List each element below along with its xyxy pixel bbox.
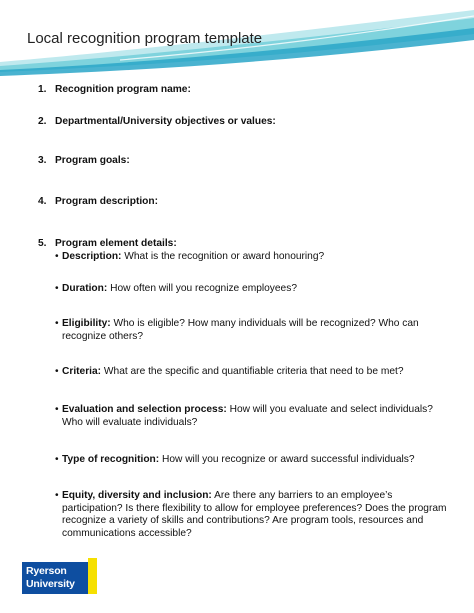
detail-eligibility <box>55 318 452 343</box>
detail-criteria <box>55 366 452 379</box>
item-number: 1. <box>38 84 47 95</box>
item-label: Program description: <box>55 196 159 207</box>
item-element-details <box>38 238 177 249</box>
detail-description <box>55 251 452 264</box>
bullet-marker: • <box>55 366 59 377</box>
item-label: Departmental/University objectives or values: <box>55 116 276 127</box>
item-label: Recognition program name: <box>55 84 191 95</box>
bullet-marker: • <box>55 454 59 465</box>
detail-term: Eligibility: <box>62 318 111 329</box>
item-number: 2. <box>38 116 47 127</box>
logo-yellow-bar <box>88 558 97 594</box>
detail-text: How will you recognize or award successful individuals? <box>159 454 415 465</box>
detail-duration <box>55 283 452 296</box>
item-program-goals <box>38 155 130 166</box>
bullet-marker: • <box>55 404 59 415</box>
detail-term: Type of recognition: <box>62 454 160 465</box>
detail-text: How will you evaluate and select individuals? Who will evaluate individuals? <box>62 404 433 428</box>
logo-line-2: University <box>26 578 75 590</box>
detail-type-of-recognition <box>55 454 452 467</box>
item-number: 3. <box>38 155 47 166</box>
detail-term: Evaluation and selection process: <box>62 404 227 415</box>
item-label: Program element details: <box>55 238 177 249</box>
detail-text: How often will you recognize employees? <box>107 283 297 294</box>
document-title: Local recognition program template <box>27 30 263 47</box>
detail-term: Equity, diversity and inclusion: <box>62 490 212 501</box>
university-logo <box>22 562 94 594</box>
detail-evaluation-process <box>55 404 452 429</box>
item-label: Program goals: <box>55 155 130 166</box>
bullet-marker: • <box>55 251 59 262</box>
bullet-marker: • <box>55 283 59 294</box>
detail-text: What are the specific and quantifiable criteria that need to be met? <box>101 366 404 377</box>
item-objectives <box>38 116 276 127</box>
detail-text: What is the recognition or award honouring? <box>121 251 325 262</box>
detail-equity-diversity-inclusion <box>55 490 452 540</box>
item-program-description <box>38 196 158 207</box>
detail-term: Criteria: <box>62 366 102 377</box>
detail-term: Description: <box>62 251 122 262</box>
bullet-marker: • <box>55 490 59 501</box>
detail-term: Duration: <box>62 283 108 294</box>
detail-text: Who is eligible? How many individuals will be recognized? Who can recognize others? <box>62 318 419 342</box>
item-number: 4. <box>38 196 47 207</box>
detail-text: Are there any barriers to an employee’s participation? Is there flexibility to allow for employee preferences? Does the program recognize a variety of skills and contributions? Are program tools, resources and communications accessible? <box>62 490 447 539</box>
logo-line-1: Ryerson <box>26 565 67 577</box>
bullet-marker: • <box>55 318 59 329</box>
item-number: 5. <box>38 238 47 249</box>
item-program-name <box>38 84 191 95</box>
